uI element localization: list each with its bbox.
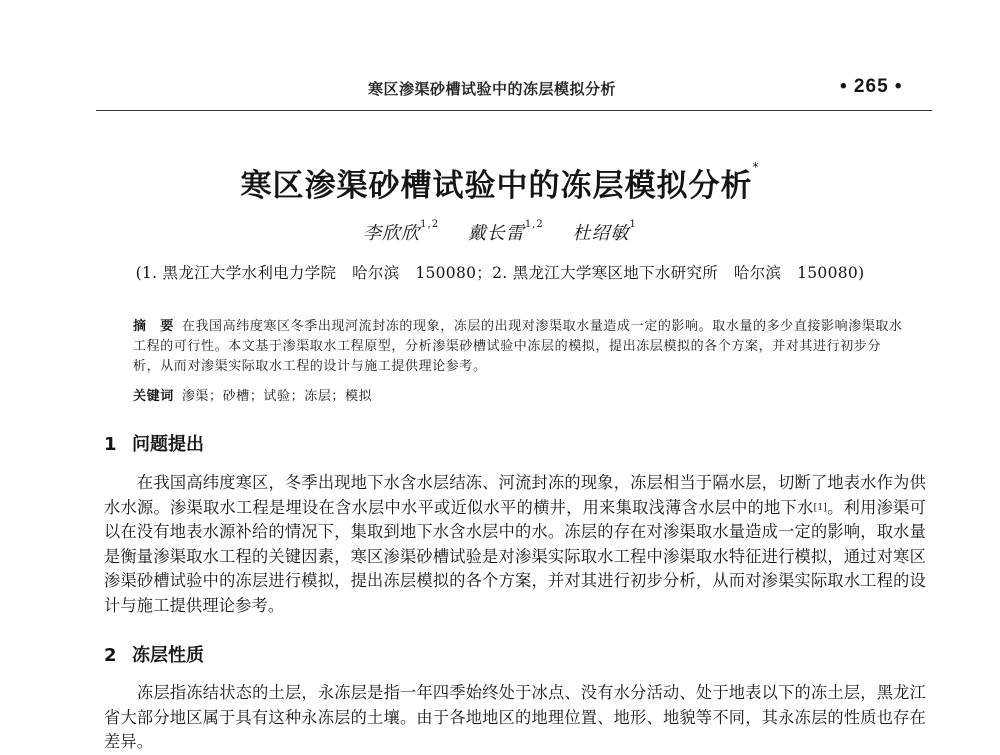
abstract-text: 在我国高纬度寒区冬季出现河流封冻的现象，冻层的出现对渗渠取水量造成一定的影响。取水量的多少直接影响渗渠取水工程的可行性。本文基于渗渠取水工程原型，分析渗渠砂槽试验中冻层的模拟，提出冻层模拟的各个方案，并对其进行初步分析，从而对渗渠实际取水工程的设计与施工提供理论参考。 [133,319,903,374]
section-2-heading [104,641,204,667]
author-2-affiliation: 1,2 [524,219,544,230]
author-3 [572,219,637,244]
author-1-name: 李欣欣 [363,223,421,244]
page-number: • 265 • [840,76,903,97]
running-head [0,76,1000,102]
section-2-title: 冻层性质 [132,645,204,666]
keywords-text: 渗渠；砂槽；试验；冻层；模拟 [181,389,373,404]
keywords [133,387,903,407]
section-1-paragraph [104,471,926,618]
abstract [133,317,903,377]
abstract-label: 摘 要 [133,319,174,334]
paper-title-text: 寒区渗渠砂槽试验中的冻层模拟分析 [240,168,753,204]
section-1-text-b: 。利用渗渠可以在没有地表水源补给的情况下，集取到地下水含水层中的水。冻层的存在对渗渠取水量造成一定的影响，取水量是衡量渗渠取水工程的关键因素，寒区渗渠砂槽试验是对渗渠实际取水工程中渗渠取水特征进行模拟，通过对寒区渗渠砂槽试验中的冻层进行模拟，提出冻层模拟的各个方案，并对其进行初步分析，从而对渗渠实际取水工程的设计与施工提供理论参考。 [104,497,926,615]
header-rule [96,110,932,111]
paper-title [0,160,1000,205]
section-2-paragraph: 冻层指冻结状态的土层，永冻层是指一年四季始终处于冰点、没有水分活动、处于地表以下的冻土层，黑龙江省大部分地区属于具有这种永冻层的土壤。由于各地地区的地理位置、地形、地貌等不同，其永冻层的性质也存在差异。 [104,683,926,751]
author-2-name: 戴长雷 [467,223,525,244]
affiliations: (1. 黑龙江大学水利电力学院 哈尔滨 150080；2. 黑龙江大学寒区地下水研究所 哈尔滨 150080) [135,264,865,282]
section-1-text-a: 在我国高纬度寒区，冬季出现地下水含水层结冻、河流封冻的现象，冻层相当于隔水层，切断了地表水作为供水水源。渗渠取水工程是埋设在含水层中水平或近似水平的横井，用来集取浅薄含水层中的地下水 [104,473,926,517]
section-1-title: 问题提出 [132,434,204,455]
running-title: 寒区渗渠砂槽试验中的冻层模拟分析 [368,80,617,98]
author-list [0,219,1000,245]
author-1 [363,219,440,244]
author-1-affiliation: 1,2 [420,219,440,230]
title-footnote-mark: * [752,160,760,174]
section-1-number: 1 [104,434,117,455]
section-1-heading [104,430,204,456]
citation-ref: [1] [813,502,827,513]
section-2-number: 2 [104,645,117,666]
author-3-affiliation: 1 [629,219,637,230]
keywords-label: 关键词 [133,389,174,404]
author-3-name: 杜绍敏 [572,223,630,244]
author-2 [467,219,544,244]
